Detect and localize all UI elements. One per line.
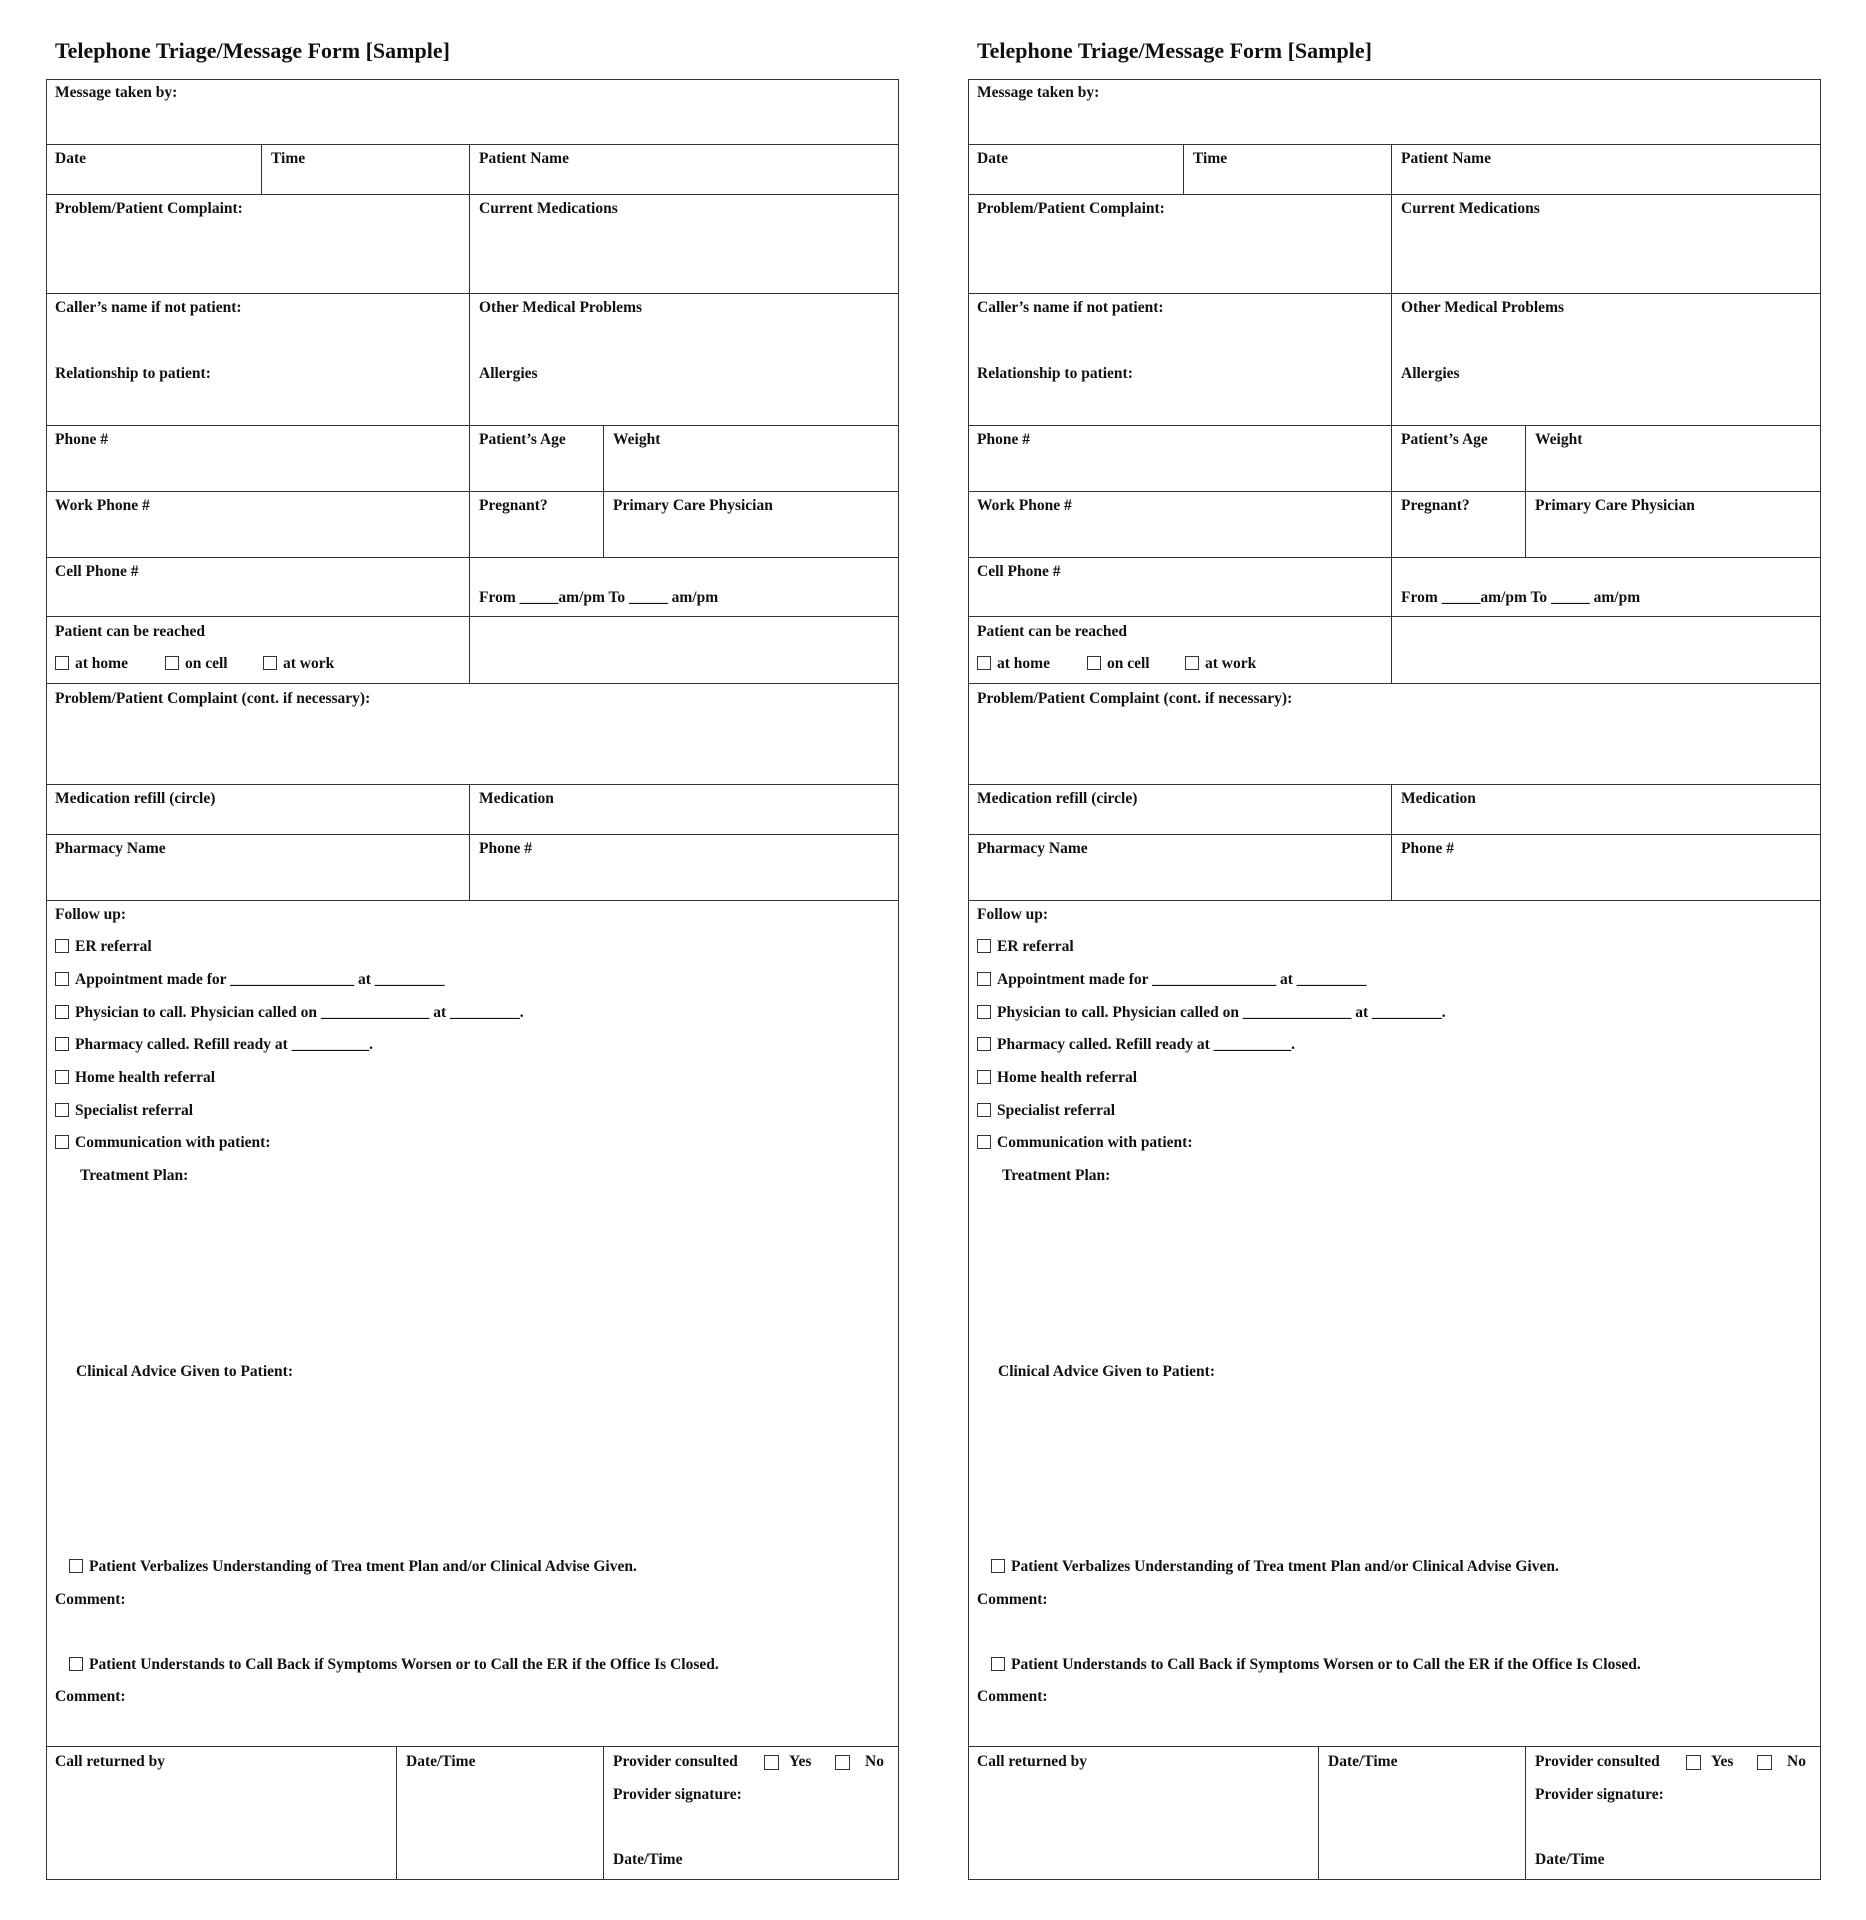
pharmacy-phone-label: Phone # xyxy=(479,840,532,857)
checkbox-icon[interactable] xyxy=(263,656,277,670)
checkbox-icon[interactable] xyxy=(977,1070,991,1084)
can-be-reached-label: Patient can be reached xyxy=(977,623,1127,640)
medication-label: Medication xyxy=(479,790,554,807)
checkbox-icon[interactable] xyxy=(1087,656,1101,670)
time-label: Time xyxy=(1193,150,1228,167)
from-to-label: From _____am/pm To _____ am/pm xyxy=(1401,589,1641,606)
medication-refill-label: Medication refill (circle) xyxy=(977,790,1138,807)
checkbox-icon[interactable] xyxy=(165,656,179,670)
checkbox-icon[interactable] xyxy=(1185,656,1199,670)
checkbox-icon[interactable] xyxy=(55,1005,69,1019)
reach-at-work[interactable]: at work xyxy=(263,655,334,673)
triage-form-right xyxy=(968,0,1823,1920)
provider-no-label: No xyxy=(1787,1753,1806,1770)
call-returned-by-label: Call returned by xyxy=(55,1753,165,1770)
provider-no-label: No xyxy=(865,1753,884,1770)
provider-consulted-label: Provider consulted xyxy=(1535,1753,1660,1770)
current-medications-label: Current Medications xyxy=(1401,200,1540,217)
reach-on-cell[interactable]: on cell xyxy=(165,655,228,673)
checkbox-icon[interactable] xyxy=(55,1070,69,1084)
follow-up-physician-call[interactable]: Physician to call. Physician called on ______________ at _________. xyxy=(977,1004,1446,1022)
comment-label: Comment: xyxy=(55,1688,126,1705)
triage-form-left xyxy=(46,0,901,1920)
provider-date-time-label: Date/Time xyxy=(613,1851,683,1868)
callers-name-label: Caller’s name if not patient: xyxy=(977,299,1164,316)
clinical-advice-label: Clinical Advice Given to Patient: xyxy=(998,1363,1215,1380)
cell-phone-label: Cell Phone # xyxy=(55,563,139,580)
checkbox-icon[interactable] xyxy=(69,1559,83,1573)
checkbox-icon[interactable] xyxy=(55,939,69,953)
provider-no-checkbox[interactable] xyxy=(1757,1755,1772,1770)
follow-up-appointment[interactable]: Appointment made for ________________ at _________ xyxy=(55,971,445,989)
checkbox-icon[interactable] xyxy=(977,972,991,986)
follow-up-home-health[interactable]: Home health referral xyxy=(977,1069,1137,1087)
reach-at-work[interactable]: at work xyxy=(1185,655,1256,673)
allergies-label: Allergies xyxy=(1401,365,1460,382)
follow-up-home-health[interactable]: Home health referral xyxy=(55,1069,215,1087)
treatment-plan-label: Treatment Plan: xyxy=(80,1167,189,1184)
form-title: Telephone Triage/Message Form [Sample] xyxy=(55,38,450,63)
message-taken-by-label: Message taken by: xyxy=(55,84,178,101)
current-medications-label: Current Medications xyxy=(479,200,618,217)
provider-yes-checkbox[interactable] xyxy=(764,1755,779,1770)
pharmacy-phone-label: Phone # xyxy=(1401,840,1454,857)
time-label: Time xyxy=(271,150,306,167)
reach-at-home[interactable]: at home xyxy=(55,655,128,673)
can-be-reached-label: Patient can be reached xyxy=(55,623,205,640)
message-taken-by-label: Message taken by: xyxy=(977,84,1100,101)
patients-age-label: Patient’s Age xyxy=(1401,431,1488,448)
provider-signature-label: Provider signature: xyxy=(613,1786,742,1803)
pregnant-label: Pregnant? xyxy=(1401,497,1470,514)
follow-up-communication[interactable]: Communication with patient: xyxy=(55,1134,270,1152)
checkbox-icon[interactable] xyxy=(69,1657,83,1671)
weight-label: Weight xyxy=(1535,431,1583,448)
date-time-label: Date/Time xyxy=(1328,1753,1398,1770)
pharmacy-name-label: Pharmacy Name xyxy=(55,840,166,857)
provider-yes-label: Yes xyxy=(1711,1753,1734,1770)
cell-phone-label: Cell Phone # xyxy=(977,563,1061,580)
checkbox-icon[interactable] xyxy=(55,1135,69,1149)
weight-label: Weight xyxy=(613,431,661,448)
reach-on-cell[interactable]: on cell xyxy=(1087,655,1150,673)
complaint-cont-label: Problem/Patient Complaint (cont. if necessary): xyxy=(55,690,371,707)
patient-name-label: Patient Name xyxy=(1401,150,1491,167)
problem-complaint-label: Problem/Patient Complaint: xyxy=(977,200,1165,217)
follow-up-pharmacy-called[interactable]: Pharmacy called. Refill ready at __________. xyxy=(55,1036,373,1054)
problem-complaint-label: Problem/Patient Complaint: xyxy=(55,200,243,217)
work-phone-label: Work Phone # xyxy=(977,497,1072,514)
provider-yes-label: Yes xyxy=(789,1753,812,1770)
form-title: Telephone Triage/Message Form [Sample] xyxy=(977,38,1372,63)
verbalizes-understanding[interactable]: Patient Verbalizes Understanding of Trea tment Plan and/or Clinical Advise Given. xyxy=(69,1558,637,1576)
checkbox-icon[interactable] xyxy=(55,1037,69,1051)
checkbox-icon[interactable] xyxy=(977,656,991,670)
follow-up-er-referral[interactable]: ER referral xyxy=(55,938,152,956)
complaint-cont-label: Problem/Patient Complaint (cont. if necessary): xyxy=(977,690,1293,707)
comment-label: Comment: xyxy=(977,1591,1048,1608)
primary-care-physician-label: Primary Care Physician xyxy=(613,497,773,514)
comment-label: Comment: xyxy=(55,1591,126,1608)
follow-up-label: Follow up: xyxy=(977,906,1049,923)
checkbox-icon[interactable] xyxy=(977,1103,991,1117)
relationship-label: Relationship to patient: xyxy=(977,365,1133,382)
follow-up-pharmacy-called[interactable]: Pharmacy called. Refill ready at __________. xyxy=(977,1036,1295,1054)
follow-up-label: Follow up: xyxy=(55,906,127,923)
date-label: Date xyxy=(977,150,1008,167)
other-medical-problems-label: Other Medical Problems xyxy=(1401,299,1565,316)
medication-label: Medication xyxy=(1401,790,1476,807)
provider-consulted-label: Provider consulted xyxy=(613,1753,738,1770)
checkbox-icon[interactable] xyxy=(991,1657,1005,1671)
provider-signature-label: Provider signature: xyxy=(1535,1786,1664,1803)
pregnant-label: Pregnant? xyxy=(479,497,548,514)
follow-up-specialist[interactable]: Specialist referral xyxy=(977,1102,1115,1120)
comment-label: Comment: xyxy=(977,1688,1048,1705)
callers-name-label: Caller’s name if not patient: xyxy=(55,299,242,316)
understands-call-back[interactable]: Patient Understands to Call Back if Symptoms Worsen or to Call the ER if the Office Is Closed. xyxy=(991,1656,1641,1674)
follow-up-specialist[interactable]: Specialist referral xyxy=(55,1102,193,1120)
checkbox-icon[interactable] xyxy=(977,939,991,953)
clinical-advice-label: Clinical Advice Given to Patient: xyxy=(76,1363,293,1380)
patients-age-label: Patient’s Age xyxy=(479,431,566,448)
follow-up-appointment[interactable]: Appointment made for ________________ at _________ xyxy=(977,971,1367,989)
phone-label: Phone # xyxy=(55,431,108,448)
pharmacy-name-label: Pharmacy Name xyxy=(977,840,1088,857)
primary-care-physician-label: Primary Care Physician xyxy=(1535,497,1695,514)
date-label: Date xyxy=(55,150,86,167)
from-to-label: From _____am/pm To _____ am/pm xyxy=(479,589,719,606)
checkbox-icon[interactable] xyxy=(977,1037,991,1051)
checkbox-icon[interactable] xyxy=(991,1559,1005,1573)
follow-up-communication[interactable]: Communication with patient: xyxy=(977,1134,1192,1152)
verbalizes-understanding[interactable]: Patient Verbalizes Understanding of Trea tment Plan and/or Clinical Advise Given. xyxy=(991,1558,1559,1576)
patient-name-label: Patient Name xyxy=(479,150,569,167)
checkbox-icon[interactable] xyxy=(55,656,69,670)
checkbox-icon[interactable] xyxy=(977,1135,991,1149)
work-phone-label: Work Phone # xyxy=(55,497,150,514)
provider-no-checkbox[interactable] xyxy=(835,1755,850,1770)
understands-call-back[interactable]: Patient Understands to Call Back if Symptoms Worsen or to Call the ER if the Office Is Closed. xyxy=(69,1656,719,1674)
phone-label: Phone # xyxy=(977,431,1030,448)
follow-up-physician-call[interactable]: Physician to call. Physician called on ______________ at _________. xyxy=(55,1004,524,1022)
date-time-label: Date/Time xyxy=(406,1753,476,1770)
reach-at-home[interactable]: at home xyxy=(977,655,1050,673)
checkbox-icon[interactable] xyxy=(55,1103,69,1117)
checkbox-icon[interactable] xyxy=(977,1005,991,1019)
provider-yes-checkbox[interactable] xyxy=(1686,1755,1701,1770)
medication-refill-label: Medication refill (circle) xyxy=(55,790,216,807)
treatment-plan-label: Treatment Plan: xyxy=(1002,1167,1111,1184)
call-returned-by-label: Call returned by xyxy=(977,1753,1087,1770)
checkbox-icon[interactable] xyxy=(55,972,69,986)
relationship-label: Relationship to patient: xyxy=(55,365,211,382)
allergies-label: Allergies xyxy=(479,365,538,382)
follow-up-er-referral[interactable]: ER referral xyxy=(977,938,1074,956)
other-medical-problems-label: Other Medical Problems xyxy=(479,299,643,316)
provider-date-time-label: Date/Time xyxy=(1535,1851,1605,1868)
